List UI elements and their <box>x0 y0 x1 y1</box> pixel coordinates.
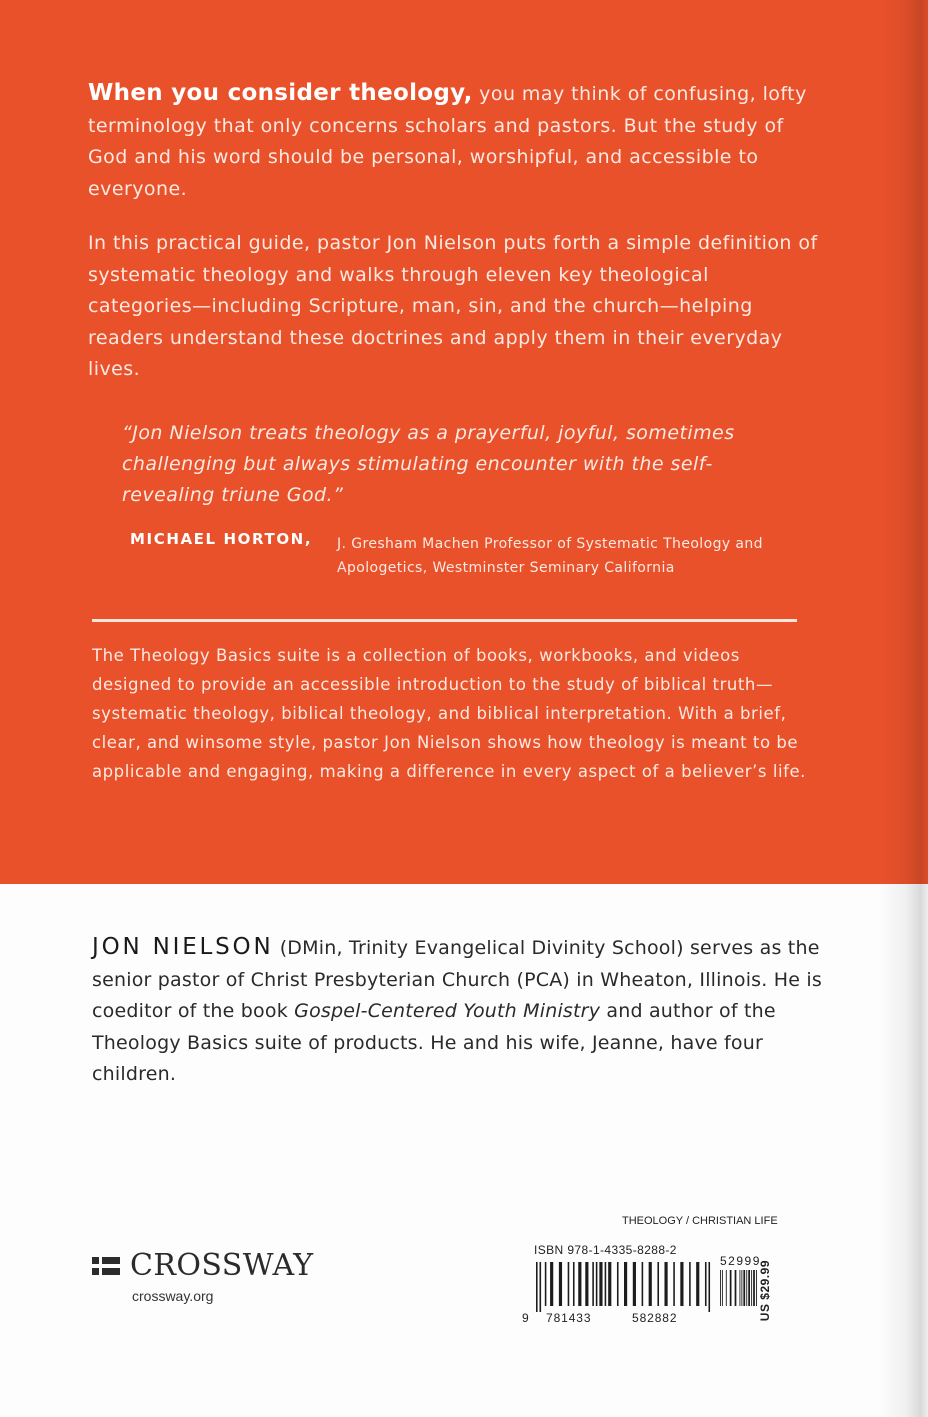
author-bio-text-1: (DMin, Trinity Evangelical Divinity School) serves as the senior pastor of Christ Presbyterian Church (PCA) in Wheaton, Illinois. He is coeditor of the book <box>92 937 822 1022</box>
barcode-bar <box>720 1270 721 1306</box>
barcode-bar <box>726 1270 727 1306</box>
barcode-bar <box>540 1262 542 1312</box>
barcode-bar <box>748 1270 750 1306</box>
barcode-bar <box>617 1262 619 1306</box>
suite-description: The Theology Basics suite is a collection of books, workbooks, and videos designed to provide an accessible introduction to the study of biblical truth—systematic theology, biblical theology, and biblical interpretation. With a brief, clear, and winsome style, pastor Jon Nielson shows how theology is meant to be applicable and engaging, making a difference in every aspect of a believer’s life. <box>92 646 806 781</box>
endorser-title: J. Gresham Machen Professor of Systematic Theology and Apologetics, Westminster Seminary California <box>337 536 763 576</box>
intro-lead: When you consider theology, <box>88 80 473 106</box>
white-panel <box>0 884 928 1417</box>
barcode-bar <box>545 1262 547 1306</box>
barcode-bar <box>741 1270 742 1306</box>
barcode-bar <box>696 1262 699 1306</box>
barcode-bar <box>573 1262 575 1306</box>
barcode-bar <box>743 1270 745 1306</box>
barcode-bar <box>705 1262 707 1306</box>
endorser-name: MICHAEL HORTON, <box>130 530 313 548</box>
isbn-label: ISBN 978-1-4335-8288-2 <box>534 1243 677 1257</box>
barcode-bar <box>585 1262 588 1306</box>
barcode-digits-group1: 781433 <box>546 1311 592 1325</box>
barcode-bar <box>633 1262 636 1306</box>
barcode-bar <box>599 1262 602 1306</box>
intro-text: you may think of confusing, lofty terminology that only concerns scholars and pastors. But the study of God and his word should be personal, worshipful, and accessible to everyone. <box>88 83 807 200</box>
description-paragraph: In this practical guide, pastor Jon Nielson puts forth a simple definition of systematic theology and walks through eleven key theological categories—including Scripture, man, sin, and the church—helping readers understand these doctrines and apply them in their everyday lives. <box>88 232 818 380</box>
author-name: JON NIELSON <box>92 934 274 960</box>
author-bio <box>92 932 822 1091</box>
isbn-barcode <box>536 1262 712 1312</box>
barcode-bar <box>550 1262 553 1306</box>
barcode-bar <box>642 1262 644 1306</box>
barcode-bar <box>756 1270 757 1306</box>
category-label: THEOLOGY / CHRISTIAN LIFE <box>622 1215 778 1227</box>
barcode-bar <box>739 1270 740 1306</box>
barcode-bar <box>722 1270 723 1306</box>
barcode-digits-group2: 582882 <box>632 1311 678 1325</box>
crossway-logo-icon <box>92 1255 120 1277</box>
barcode-bar <box>746 1270 747 1306</box>
barcode-bar <box>680 1262 683 1306</box>
publisher-logo <box>92 1248 314 1283</box>
barcode-bar <box>649 1262 652 1306</box>
barcode-bar <box>708 1262 710 1312</box>
endorsement-quote: “Jon Nielson treats theology as a prayerful, joyful, sometimes challenging but always stimulating encounter with the self-revealing triune God.” <box>122 422 735 506</box>
barcode-bar <box>751 1270 752 1306</box>
barcode-bar <box>596 1262 598 1306</box>
publisher-url: crossway.org <box>132 1288 214 1304</box>
barcode-bar <box>592 1262 594 1306</box>
barcode-bar <box>657 1262 659 1306</box>
barcode-bar <box>559 1262 562 1306</box>
barcode-bar <box>689 1262 691 1306</box>
barcode-lead-digit: 9 <box>522 1311 530 1325</box>
section-divider <box>92 619 797 622</box>
barcode-bar <box>753 1270 755 1306</box>
barcode-bar <box>730 1270 732 1306</box>
barcode-bar <box>578 1262 581 1306</box>
barcode-bar <box>664 1262 667 1306</box>
book-title: Gospel-Centered Youth Ministry <box>294 1000 601 1022</box>
barcode-addon-number: 52999 <box>720 1254 761 1268</box>
intro-paragraph <box>88 78 818 205</box>
barcode-bar <box>568 1262 570 1306</box>
barcode-bar <box>536 1262 538 1312</box>
barcode-bar <box>673 1262 675 1306</box>
price-label: US $29.99 <box>758 1260 772 1322</box>
addon-barcode <box>720 1270 758 1312</box>
barcode-bar <box>624 1262 627 1306</box>
barcode-bar <box>605 1262 607 1306</box>
author-bio-text-2: and author of the Theology Basics suite of products. He and his wife, Jeanne, have four children. <box>92 1000 776 1085</box>
barcode-bar <box>608 1262 611 1306</box>
barcode-bar <box>735 1270 737 1306</box>
publisher-name: CROSSWAY <box>130 1248 314 1283</box>
